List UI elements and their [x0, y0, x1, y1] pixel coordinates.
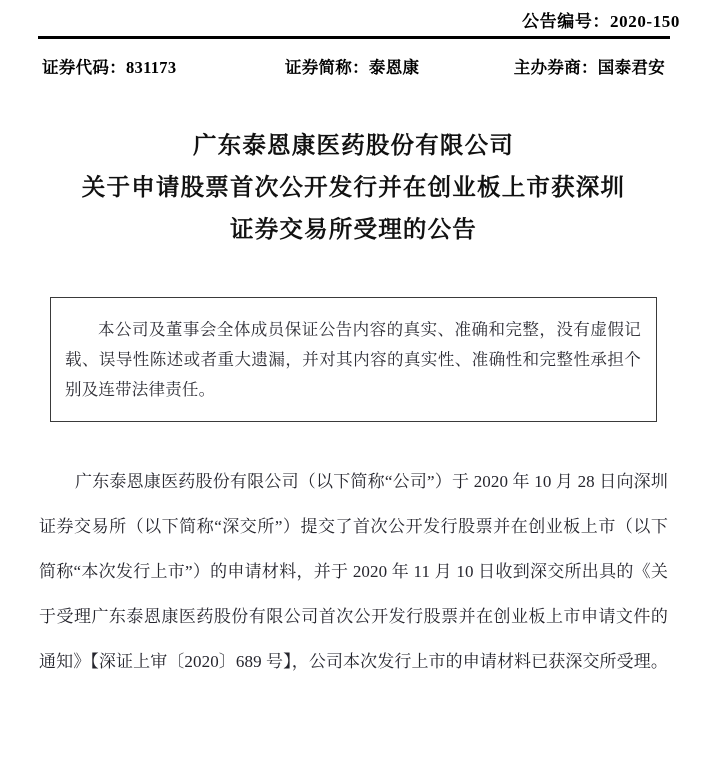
- security-info-row: [0, 54, 707, 78]
- disclaimer-text: 本公司及董事会全体成员保证公告内容的真实、准确和完整，没有虚假记载、误导性陈述或者重大遗漏，并对其内容的真实性、准确性和完整性承担个别及连带法律责任。: [65, 320, 641, 399]
- document-title: [0, 125, 707, 251]
- body-paragraph: 广东泰恩康医药股份有限公司（以下简称“公司”）于 2020 年 10 月 28 日向深圳证券交易所（以下简称“深交所”）提交了首次公开发行股票并在创业板上市（以下简称“本次发行上市”）的申请材料，并于 2020 年 11 月 10 日收到深交所出具的《关于受理广东泰恩康医药股份有限公司首次公开发行股票并在创业板上市申请文件的通知》【深证上审〔2020〕689 号】，公司本次发行上市的申请材料已获深交所受理。: [39, 472, 668, 671]
- lead-broker: 主办券商：国泰君安: [513, 58, 665, 77]
- announcement-number-row: [0, 0, 707, 32]
- body-content: [39, 459, 668, 684]
- announcement-number: 公告编号：2020-150: [522, 12, 680, 31]
- disclaimer-box: [50, 297, 657, 422]
- security-abbreviation: 证券简称：泰恩康: [284, 58, 420, 77]
- title-line-2: 关于申请股票首次公开发行并在创业板上市获深圳: [81, 175, 626, 201]
- title-line-3: 证券交易所受理的公告: [230, 217, 477, 243]
- header-divider-rule: [38, 36, 670, 39]
- title-line-1: 广东泰恩康医药股份有限公司: [192, 133, 515, 159]
- security-code: 证券代码：831173: [42, 58, 177, 77]
